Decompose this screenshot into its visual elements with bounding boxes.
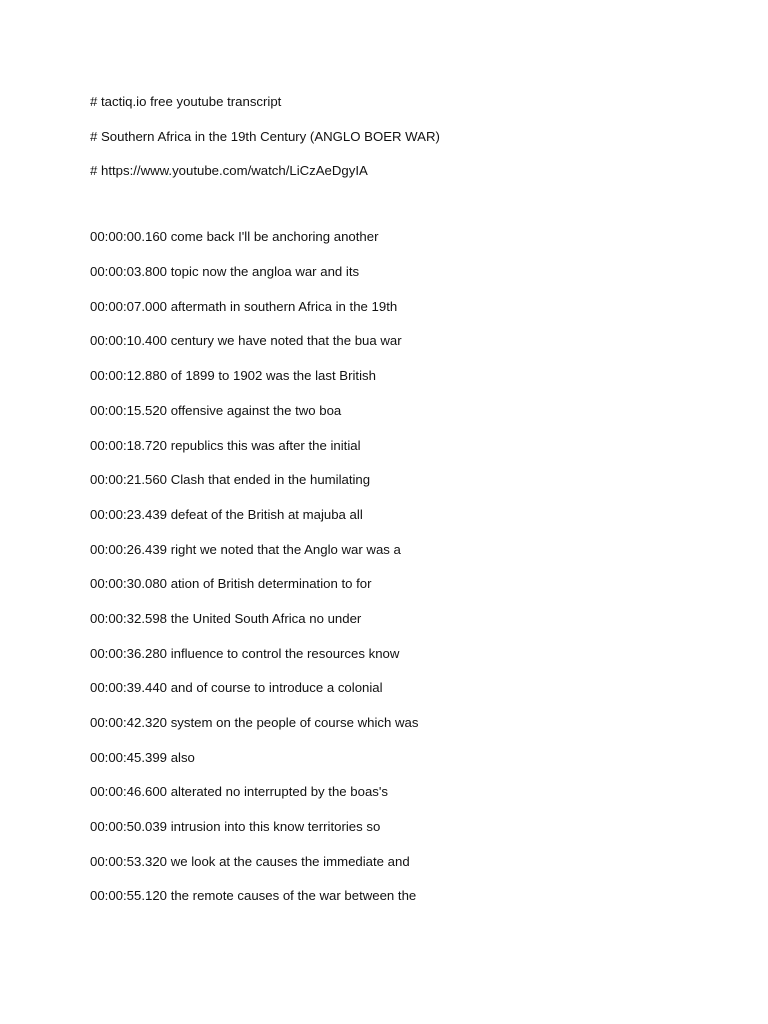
transcript-line: [90, 438, 710, 454]
transcript-line: [90, 611, 710, 627]
timestamp: 00:00:15.520: [90, 402, 168, 418]
caption-text: system on the people of course which was: [170, 715, 419, 730]
timestamp: 00:00:23.439: [90, 506, 168, 522]
timestamp: 00:00:10.400: [90, 333, 168, 349]
transcript-line: [90, 819, 710, 835]
timestamp: 00:00:32.598: [90, 610, 168, 626]
timestamp: 00:00:50.039: [90, 819, 168, 835]
transcript-line: [90, 299, 710, 315]
timestamp: 00:00:03.800: [90, 264, 168, 280]
transcript-line: [90, 784, 710, 800]
transcript-line: [90, 680, 710, 696]
timestamp: 00:00:21.560: [90, 472, 168, 488]
timestamp: 00:00:12.880: [90, 368, 168, 384]
caption-text: and of course to introduce a colonial: [170, 680, 383, 696]
caption-text: the remote causes of the war between the: [170, 888, 417, 904]
transcript-line: [90, 750, 710, 766]
timestamp: 00:00:42.320: [90, 715, 168, 730]
transcript-line: [90, 854, 710, 870]
transcript-line: [90, 715, 710, 731]
transcript-line: [90, 403, 710, 419]
timestamp: 00:00:00.160: [90, 229, 168, 245]
caption-text: defeat of the British at majuba all: [170, 506, 363, 522]
timestamp: 00:00:07.000: [90, 298, 168, 314]
timestamp: 00:00:55.120: [90, 888, 168, 904]
timestamp: 00:00:39.440: [90, 680, 168, 696]
transcript-line: [90, 646, 710, 662]
caption-text: we look at the causes the immediate and: [170, 853, 410, 869]
transcript-line: [90, 368, 710, 384]
caption-text: century we have noted that the bua war: [170, 333, 402, 349]
caption-text: offensive against the two boa: [170, 402, 342, 418]
transcript-line: [90, 333, 710, 349]
caption-text: influence to control the resources know: [170, 645, 400, 661]
transcript-line: [90, 542, 710, 558]
caption-text: right we noted that the Anglo war was a: [170, 541, 401, 557]
caption-text: also: [170, 749, 195, 765]
timestamp: 00:00:18.720: [90, 437, 168, 453]
caption-text: republics this was after the initial: [170, 437, 361, 453]
timestamp: 00:00:36.280: [90, 645, 168, 661]
header-title-line: # Southern Africa in the 19th Century (ANGLO BOER WAR): [90, 128, 440, 144]
timestamp: 00:00:45.399: [90, 749, 168, 765]
caption-text: the United South Africa no under: [170, 610, 362, 626]
caption-text: ation of British determination to for: [170, 576, 372, 592]
caption-text: aftermath in southern Africa in the 19th: [170, 298, 398, 314]
header-url-line: # https://www.youtube.com/watch/LiCzAeDgyIA: [90, 163, 368, 179]
timestamp: 00:00:30.080: [90, 576, 168, 592]
caption-text: come back I'll be anchoring another: [170, 229, 379, 245]
transcript-line: [90, 576, 710, 592]
caption-text: intrusion into this know territories so: [170, 819, 381, 835]
transcript-line: [90, 229, 710, 245]
header-source-line: # tactiq.io free youtube transcript: [90, 94, 282, 109]
caption-text: of 1899 to 1902 was the last British: [170, 368, 376, 384]
transcript-line: [90, 472, 710, 488]
transcript-content: [90, 94, 710, 923]
transcript-entries: [90, 229, 710, 904]
timestamp: 00:00:46.600: [90, 784, 168, 800]
caption-text: topic now the angloa war and its: [170, 264, 360, 280]
transcript-line: [90, 264, 710, 280]
transcript-line: [90, 888, 710, 904]
transcript-line: [90, 507, 710, 523]
timestamp: 00:00:26.439: [90, 541, 168, 557]
timestamp: 00:00:53.320: [90, 853, 168, 869]
blank-line-spacer: [90, 179, 710, 229]
caption-text: alterated no interrupted by the boas's: [170, 784, 389, 800]
caption-text: Clash that ended in the humilating: [170, 472, 371, 488]
